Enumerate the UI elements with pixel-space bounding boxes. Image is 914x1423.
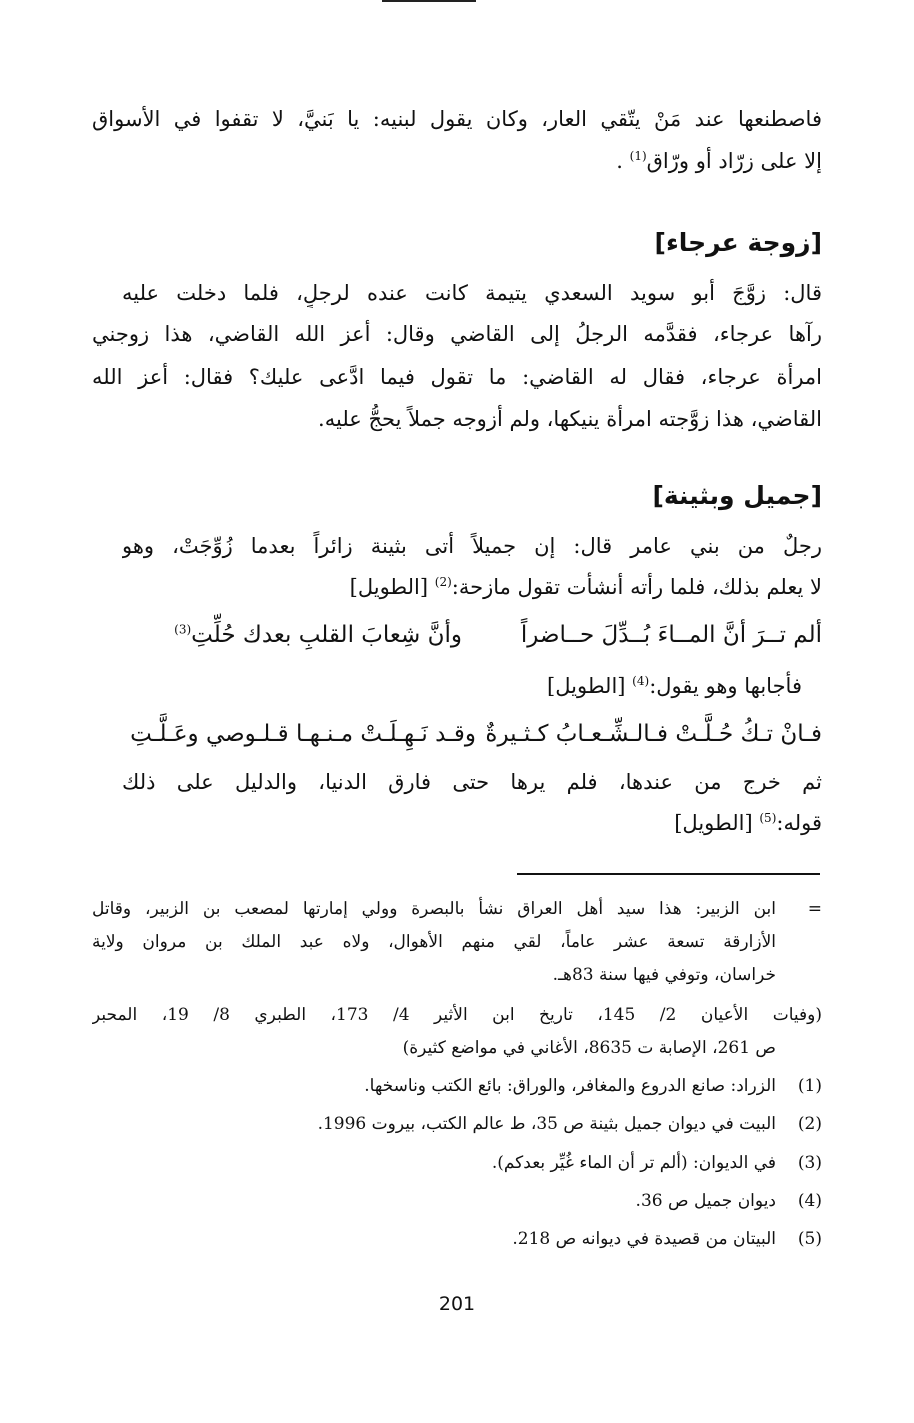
- footnote-number: (5): [797, 1229, 822, 1249]
- verse-first-hemistich: ألم تــرَ أنَّ المــاءَ بُــدِّلَ حــاضراً: [520, 622, 822, 648]
- verse-first-hemistich: فـانْ تـكُ حُـلَّـتْ فـالـشِّـعـابُ كـثـيرةٌ: [485, 721, 822, 747]
- body-line: لا يعلم بذلك، فلما رأته أنشأت تقول مازحة:$^{(2)}$ [الطويل]: [349, 575, 822, 599]
- footnote-continuation-mark: =: [807, 899, 822, 919]
- body-line: إلا على زرّاد أو ورّاق$^{(1)}$ .: [616, 149, 822, 173]
- footnote-number: (3): [797, 1153, 822, 1173]
- footnote-text: الزراد: صانع الدروع والمغافر، والوراق: بائع الكتب وناسخها.: [364, 1076, 776, 1096]
- body-line: القاضي، هذا زوَّجته امرأة ينيكها، ولم أزوجه جملاً يحجُّ عليه.: [318, 407, 822, 431]
- body-line: رآها عرجاء، فقدَّمه الرجلُ إلى القاضي وقال: أعز الله القاضي، هذا زوجني: [92, 322, 822, 346]
- body-line: قال: زوَّجَ أبو سويد السعدي يتيمة كانت عنده لرجلٍ، فلما دخلت عليه: [122, 281, 822, 305]
- footnote-text: البيتان من قصيدة في ديوانه ص 218.: [512, 1229, 776, 1249]
- section-heading: [جميل وبثينة]: [652, 481, 822, 510]
- verse-second-hemistich: وأنَّ شِعابَ القلبِ بعدك حُلِّتِ$^{(3)}$: [174, 622, 462, 648]
- footnote-ref: (3): [174, 622, 192, 637]
- footnote-ref: (2): [434, 575, 452, 589]
- footnote-line: ابن الزبير: هذا سيد أهل العراق نشأ بالبصرة وولي إمارتها لمصعب بن الزبير، وقاتل: [92, 899, 776, 919]
- footnote-text: ديوان جميل ص 36.: [635, 1191, 776, 1211]
- page-number: 201: [438, 1293, 476, 1315]
- section-heading: [زوجة عرجاء]: [654, 228, 822, 257]
- footnote-line: ص 261، الإصابة ت 8635، الأغاني في مواضع كثيرة): [402, 1038, 776, 1058]
- footnote-number: (1): [797, 1076, 822, 1096]
- footnote-ref: (1): [629, 149, 647, 163]
- body-line: رجلٌ من بني عامر قال: إن جميلاً أتى بثينة زائراً بعدما زُوِّجَتْ، وهو: [122, 534, 822, 558]
- footnote-separator: [517, 873, 820, 875]
- body-line: قوله:$^{(5)}$ [الطويل]: [674, 811, 822, 835]
- footnote-text: البيت في ديوان جميل بثينة ص 35، ط عالم الكتب، بيروت 1996.: [317, 1114, 776, 1134]
- footnote-ref: (4): [632, 674, 650, 688]
- footnote-line: خراسان، وتوفي فيها سنة 83هـ.: [552, 965, 776, 985]
- footnote-number: (2): [797, 1114, 822, 1134]
- top-rule: [382, 0, 476, 2]
- body-line: ثم خرج من عندها، فلم يرها حتى فارق الدنيا، والدليل على ذلك: [122, 770, 822, 794]
- footnote-ref: (5): [759, 811, 777, 825]
- footnote-line: الأزارقة تسعة عشر عاماً، لقي منهم الأهوال، ولاه عبد الملك بن مروان ولاية: [92, 932, 776, 952]
- body-line: فاصطنعها عند مَنْ يتّقي العار، وكان يقول لبنيه: يا بَنيَّ، لا تقفوا في الأسواق: [92, 107, 822, 131]
- body-line: امرأة عرجاء، فقال له القاضي: ما تقول فيما ادَّعى عليك؟ فقال: أعز الله: [92, 365, 822, 389]
- footnote-number: (4): [797, 1191, 822, 1211]
- body-line: فأجابها وهو يقول:$^{(4)}$ [الطويل]: [547, 674, 802, 698]
- verse-second-hemistich: وقـد نَـهِـلَـتْ مـنـهـا قـلـوصي وعَـلَّـتِ: [130, 721, 476, 747]
- footnote-line: (وفيات الأعيان 2/ 145، تاريخ ابن الأثير 4/ 173، الطبري 8/ 19، المحبر: [92, 1005, 822, 1025]
- footnote-text: في الديوان: (ألم تر أن الماء غُيِّر بعدكم).: [491, 1153, 776, 1173]
